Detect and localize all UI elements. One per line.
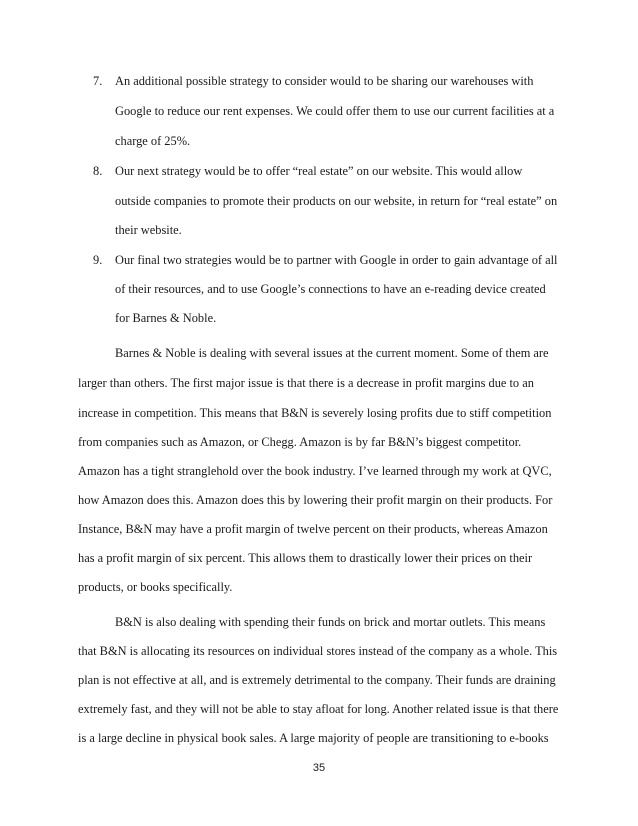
paragraph-line: larger than others. The first major issue is that there is a decrease in profit margins due to an [78,376,534,390]
list-item-line: outside companies to promote their products on our website, in return for “real estate” on [115,194,558,208]
paragraph-line: products, or books specifically. [78,580,233,594]
list-item-line: charge of 25%. [115,134,191,148]
paragraph-line: Barnes & Noble is dealing with several issues at the current moment. Some of them are [115,346,549,360]
paragraph-line: B&N is also dealing with spending their funds on brick and mortar outlets. This means [115,615,546,629]
list-item-number: 8. [93,164,103,178]
paragraph-line: from companies such as Amazon, or Chegg. Amazon is by far B&N’s biggest competitor. [78,435,522,449]
list-item-number: 9. [93,253,103,267]
paragraph-line: is a large decline in physical book sales. A large majority of people are transitioning to e-books [78,731,549,745]
list-item-line: An additional possible strategy to consider would to be sharing our warehouses with [115,74,534,88]
list-item-line: Our next strategy would be to offer “real estate” on our website. This would allow [115,164,523,178]
list-item-line: their website. [115,223,182,237]
paragraph-line: plan is not effective at all, and is extremely detrimental to the company. Their funds are draining [78,673,556,687]
paragraph-line: Amazon has a tight stranglehold over the book industry. I’ve learned through my work at QVC, [78,464,552,478]
paragraph-line: how Amazon does this. Amazon does this by lowering their profit margin on their products. For [78,493,553,507]
list-item-line: Google to reduce our rent expenses. We could offer them to use our current facilities at a [115,104,555,118]
paragraph-line: Instance, B&N may have a profit margin of twelve percent on their products, whereas Amazon [78,522,548,536]
list-item-line: for Barnes & Noble. [115,311,217,325]
paragraph-line: increase in competition. This means that B&N is severely losing profits due to stiff competition [78,406,552,420]
list-item-line: of their resources, and to use Google’s connections to have an e-reading device created [115,282,546,296]
list-item-line: Our final two strategies would be to partner with Google in order to gain advantage of all [115,253,558,267]
paragraph-line: has a profit margin of six percent. This allows them to drastically lower their prices on their [78,551,533,565]
page-number: 35 [312,762,326,774]
paragraph-line: that B&N is allocating its resources on individual stores instead of the company as a whole. This [78,644,558,658]
paragraph-line: extremely fast, and they will not be able to stay afloat for long. Another related issue is that there [78,702,559,716]
list-item-number: 7. [93,74,103,88]
